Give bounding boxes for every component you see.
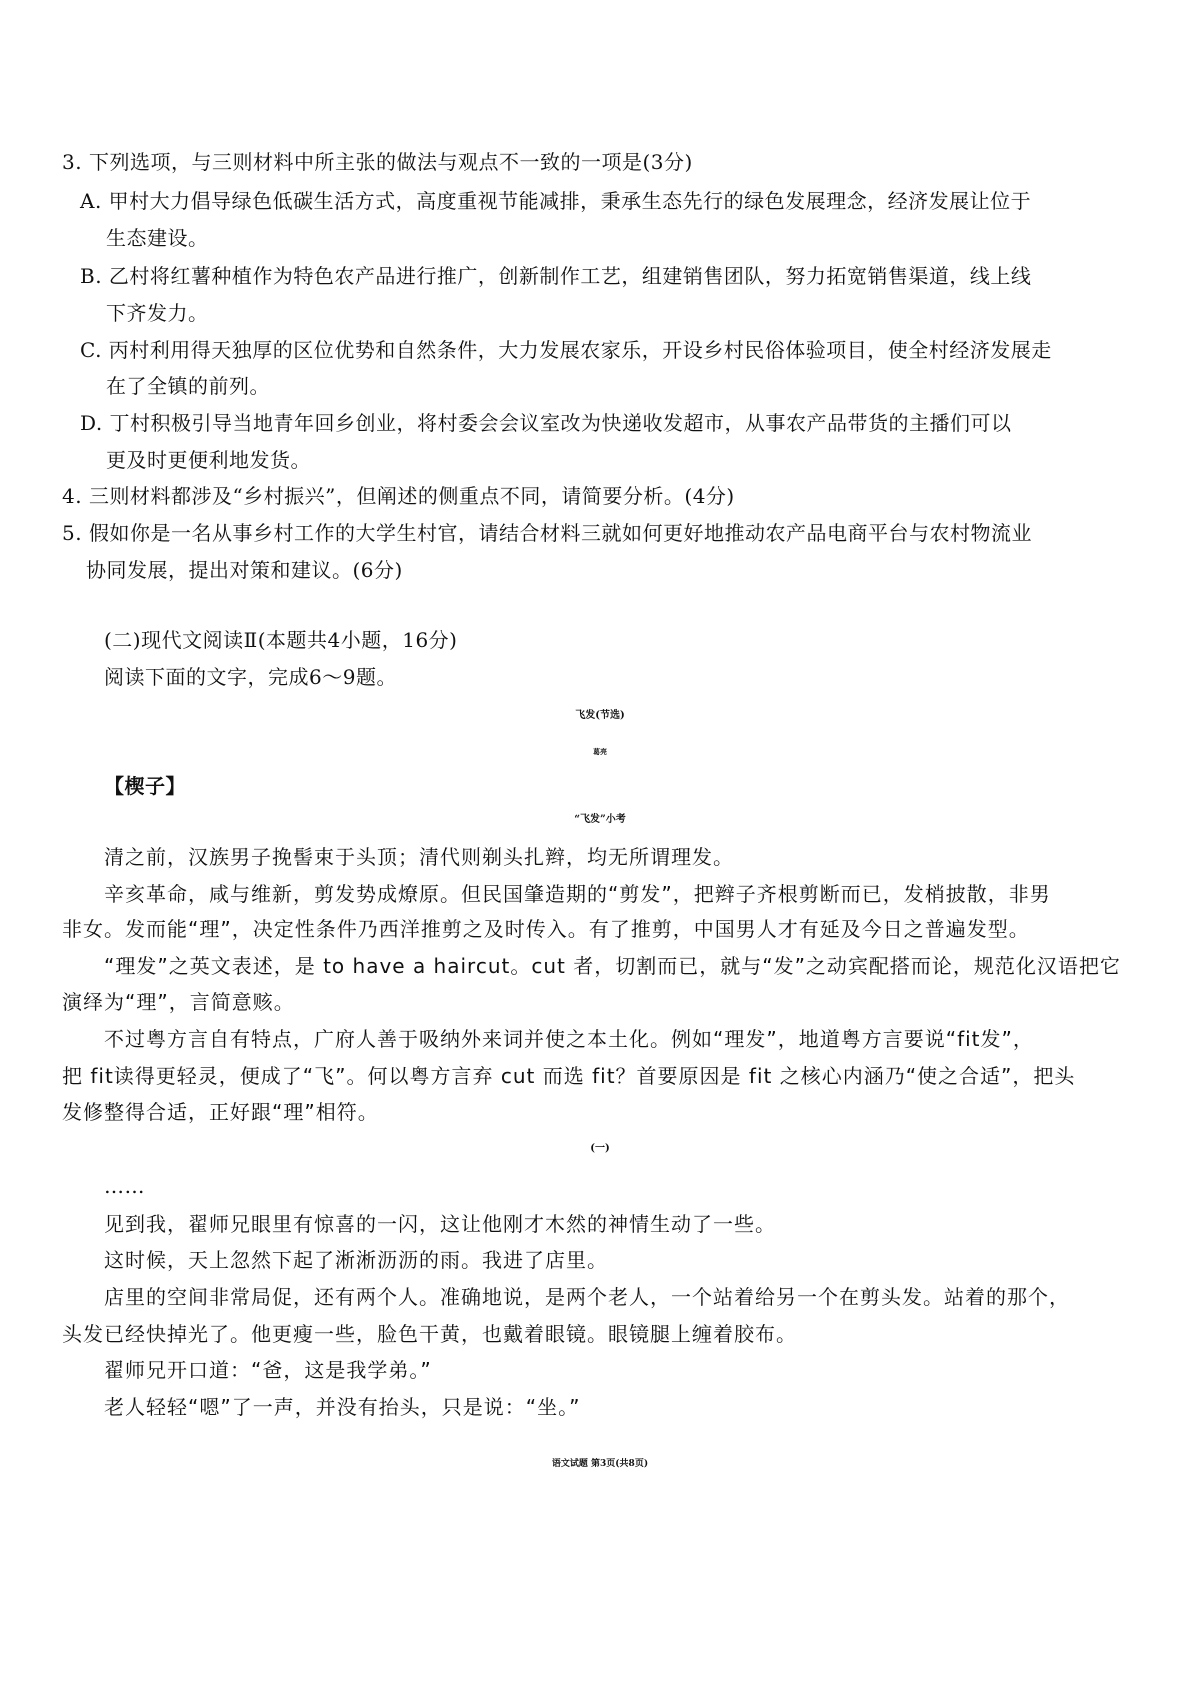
paragraph-2: 辛亥革命，咸与维新，剪发势成燎原。但民国肇造期的“剪发”，把辫子齐根剪断而已，发梢披散，非男 [104,882,1051,906]
article-author: 葛亮 [593,747,607,756]
question-3-option-a: A. 甲村大力倡导绿色低碳生活方式，高度重视节能减排，秉承生态先行的绿色发展理念，经济发展让位于 [80,189,1032,213]
paragraph-6: 这时候，天上忽然下起了淅淅沥沥的雨。我进了店里。 [104,1248,608,1272]
paragraph-3-cont: 演绎为“理”，言简意赅。 [62,990,295,1014]
question-3-stem: 3. 下列选项，与三则材料中所主张的做法与观点不一致的一项是(3分) [62,150,693,174]
paragraph-1: 清之前，汉族男子挽髻束于头顶；清代则剃头扎辫，均无所谓理发。 [104,845,734,869]
question-3-option-a-cont: 生态建设。 [106,226,209,250]
paragraph-3: “理发”之英文表述，是 to have a haircut。cut 者，切割而已，就与“发”之动宾配搭而论，规范化汉语把它 [104,954,1121,978]
question-3-option-b: B. 乙村将红薯种植作为特色农产品进行推广，创新制作工艺，组建销售团队，努力拓宽销售渠道，线上线 [80,264,1032,288]
part-one-heading: (一) [590,1143,610,1154]
article-title: 飞发(节选) [575,710,625,721]
question-3-option-d: D. 丁村积极引导当地青年回乡创业，将村委会会议室改为快递收发超市，从事农产品带货的主播们可以 [80,411,1012,435]
paragraph-7: 店里的空间非常局促，还有两个人。准确地说，是两个老人，一个站着给另一个在剪头发。站着的那个， [104,1285,1070,1309]
paragraph-2-cont: 非女。发而能“理”，决定性条件乃西洋推剪之及时传入。有了推剪，中国男人才有延及今日之普遍发型。 [62,917,1030,941]
paragraph-7-cont: 头发已经快掉光了。他更瘦一些，脸色干黄，也戴着眼镜。眼镜腿上缠着胶布。 [62,1322,797,1346]
question-4: 4. 三则材料都涉及“乡村振兴”，但阐述的侧重点不同，请简要分析。(4分) [62,484,735,508]
ellipsis: …… [104,1174,145,1198]
section-heading: (二)现代文阅读Ⅱ(本题共4小题，16分) [104,628,458,652]
paragraph-4-cont-2: 发修整得合适，正好跟“理”相符。 [62,1100,379,1124]
question-3-option-c-cont: 在了全镇的前列。 [106,374,270,398]
page-footer: 语文试题 第3页(共8页) [551,1459,649,1469]
prologue-subtitle: “飞发”小考 [574,814,626,825]
question-5-cont: 协同发展，提出对策和建议。(6分) [86,558,403,582]
question-3-option-b-cont: 下齐发力。 [106,301,209,325]
question-3-option-c: C. 丙村利用得天独厚的区位优势和自然条件，大力发展农家乐，开设乡村民俗体验项目，使全村经济发展走 [80,338,1052,362]
question-3-option-d-cont: 更及时更便利地发货。 [106,448,311,472]
paragraph-5: 见到我，翟师兄眼里有惊喜的一闪，这让他刚才木然的神情生动了一些。 [104,1212,776,1236]
paragraph-8: 翟师兄开口道：“爸，这是我学弟。” [104,1358,432,1382]
paragraph-4: 不过粤方言自有特点，广府人善于吸纳外来词并使之本土化。例如“理发”，地道粤方言要说“fit发”， [104,1027,1034,1051]
paragraph-4-cont-1: 把 fit读得更轻灵，便成了“飞”。何以粤方言弃 cut 而选 fit？首要原因是 fit 之核心内涵乃“使之合适”，把头 [62,1064,1076,1088]
paragraph-9: 老人轻轻“嗯”了一声，并没有抬头，只是说：“坐。” [104,1395,581,1419]
question-5: 5. 假如你是一名从事乡村工作的大学生村官，请结合材料三就如何更好地推动农产品电商平台与农村物流业 [62,521,1032,545]
prologue-label: 【楔子】 [104,774,186,798]
section-instruction: 阅读下面的文字，完成6～9题。 [104,665,397,689]
